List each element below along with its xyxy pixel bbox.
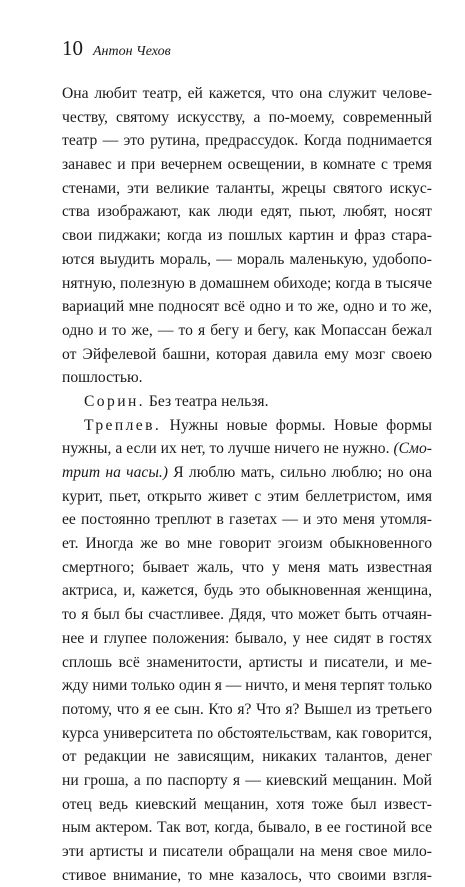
line-text: жду ними только один я — ничто, и меня терпят только bbox=[62, 677, 432, 695]
text-line bbox=[62, 319, 432, 343]
text-line bbox=[62, 177, 432, 201]
line-text: от Эйфелевой башни, которая давила ему мозг своею bbox=[62, 345, 432, 363]
line-text: ются выудить мораль, — мораль маленькую, удобопо- bbox=[62, 250, 432, 268]
text-line bbox=[62, 272, 432, 296]
text-line bbox=[62, 651, 432, 675]
line-text: нее и глупее положения: бывало, у нее сидят в гостях bbox=[62, 629, 432, 647]
line-text: сплошь всё знаменитости, артисты и писатели, и ме- bbox=[62, 653, 432, 671]
text-line bbox=[62, 461, 432, 485]
line-text: ным актером. Так вот, когда, бывало, в ее гостиной все bbox=[62, 819, 432, 837]
line-text: нужны, а если их нет, то лучше ничего не нужно. bbox=[62, 440, 394, 458]
line-text: курса университета по обстоятельствам, как говорится, bbox=[62, 724, 432, 742]
line-text: Она любит театр, ей кажется, что она служит челове- bbox=[62, 85, 432, 102]
line-text: актриса, и, кажется, будь это обыкновенная женщина, bbox=[62, 582, 432, 600]
line-text: от редакции не зависящим, никаких талантов, денег bbox=[62, 748, 432, 766]
text-line bbox=[62, 627, 432, 651]
text-line bbox=[62, 556, 432, 580]
text-line bbox=[62, 437, 432, 461]
speaker-name: Треплев. bbox=[84, 416, 162, 434]
line-text: смертного; бывает жаль, что у меня мать известная bbox=[62, 558, 432, 576]
page-header bbox=[62, 38, 171, 60]
line-text: Я люблю мать, сильно люблю; но она bbox=[168, 464, 432, 481]
text-line bbox=[62, 793, 432, 817]
text-line bbox=[62, 248, 432, 272]
text-line bbox=[62, 343, 432, 367]
line-text: ства изображают, как люди едят, пьют, любят, носят bbox=[62, 203, 432, 221]
line-text: театр — это рутина, предрассудок. Когда поднимается bbox=[62, 132, 432, 150]
text-line bbox=[62, 200, 432, 224]
text-line bbox=[62, 722, 432, 746]
text-line bbox=[62, 532, 432, 556]
text-line bbox=[62, 414, 432, 438]
line-text: то я был бы счастливее. Дядя, что может быть отчаян- bbox=[62, 606, 432, 624]
line-text: отец ведь киевский мещанин, хотя тоже был извест- bbox=[62, 795, 432, 813]
text-line bbox=[62, 840, 432, 864]
text-line bbox=[62, 674, 432, 698]
line-text: одно и то же, — то я бегу и бегу, как Мопассан бежал bbox=[62, 321, 432, 339]
text-line bbox=[62, 224, 432, 248]
text-line bbox=[62, 366, 432, 390]
line-text: стенами, эти великие таланты, жрецы святого искус- bbox=[62, 179, 432, 197]
text-line bbox=[62, 82, 432, 106]
text-line bbox=[62, 603, 432, 627]
text-line bbox=[62, 295, 432, 319]
line-text: занавес и при вечернем освещении, в комнате с тремя bbox=[62, 156, 432, 174]
stage-direction: трит на часы.) bbox=[62, 464, 168, 481]
line-text: нятную, полезную в домашнем обиходе; когда в тысяче bbox=[62, 274, 432, 292]
line-text: свои пиджаки; когда из пошлых картин и фраз стара- bbox=[62, 227, 432, 245]
page-number: 10 bbox=[62, 36, 83, 60]
running-title: Антон Чехов bbox=[93, 44, 171, 59]
text-line bbox=[62, 390, 432, 414]
text-line bbox=[62, 153, 432, 177]
text-line bbox=[62, 745, 432, 769]
text-line bbox=[62, 508, 432, 532]
line-text: Без театра нельзя. bbox=[144, 392, 269, 410]
line-text: потому, что я ее сын. Кто я? Что я? Вышел из третьего bbox=[62, 700, 432, 718]
body-text bbox=[62, 82, 432, 887]
line-text: Нужны новые формы. Новые формы bbox=[161, 416, 432, 434]
text-line bbox=[62, 579, 432, 603]
text-line bbox=[62, 698, 432, 722]
line-text: стивое внимание, то мне казалось, что своими взгля- bbox=[62, 866, 432, 884]
speaker-name: Сорин. bbox=[84, 392, 145, 410]
line-text: эти артисты и писатели обращали на меня свое мило- bbox=[62, 843, 432, 860]
line-text: ет. Иногда же во мне говорит эгоизм обыкновенного bbox=[62, 535, 432, 553]
text-line bbox=[62, 864, 432, 887]
line-text: вариаций мне подносят всё одно и то же, одно и то же, bbox=[62, 298, 432, 316]
stage-direction: (Смо- bbox=[393, 440, 432, 458]
line-text: пошлостью. bbox=[62, 369, 143, 387]
text-line bbox=[62, 106, 432, 130]
text-line bbox=[62, 485, 432, 509]
line-text: ее постоянно треплют в газетах — и это меня утомля- bbox=[62, 511, 432, 529]
text-line bbox=[62, 816, 432, 840]
text-line bbox=[62, 129, 432, 153]
line-text: честву, святому искусству, а по-моему, современный bbox=[62, 108, 432, 126]
line-text: курит, пьет, открыто живет с этим беллетристом, имя bbox=[62, 487, 432, 505]
line-text: ни гроша, а по паспорту я — киевский мещанин. Мой bbox=[62, 771, 432, 789]
text-line bbox=[62, 769, 432, 793]
